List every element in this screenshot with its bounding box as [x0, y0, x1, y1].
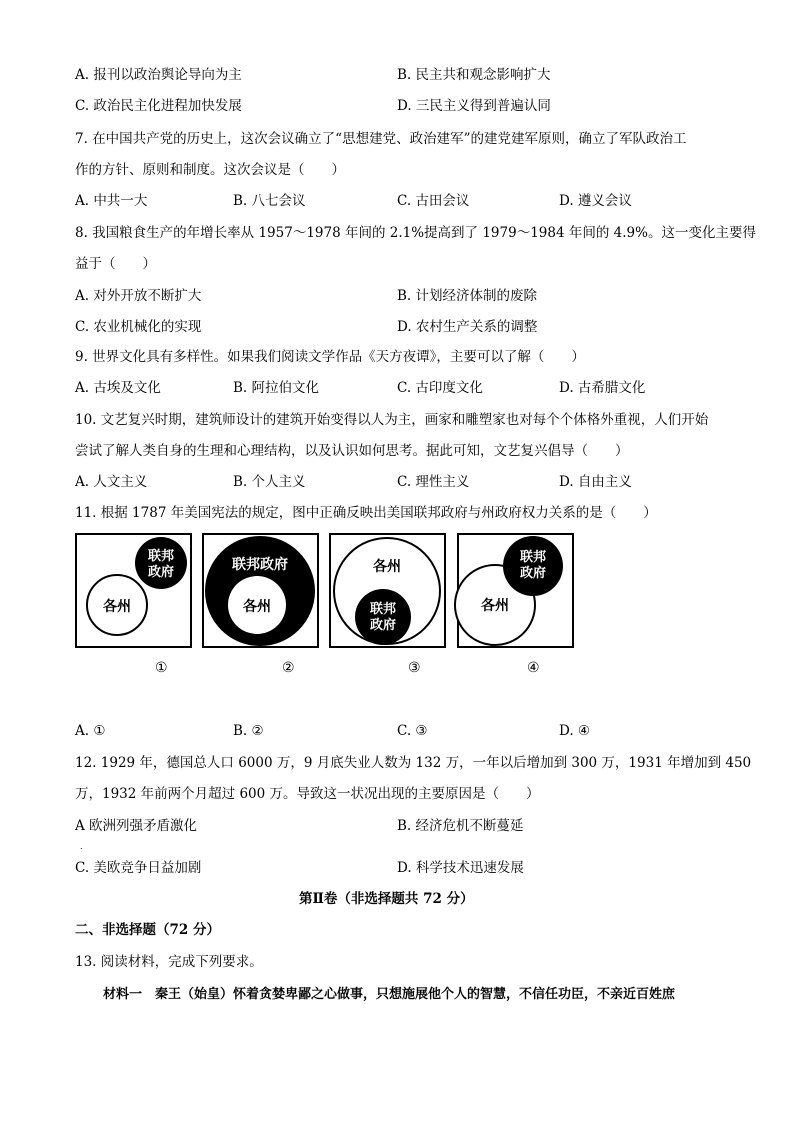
q10-option-a: A. 人文主义: [75, 474, 148, 490]
q8-option-c: C. 农业机械化的实现: [75, 319, 202, 335]
diagram-2-states-label: 各州: [243, 599, 271, 615]
diagram-1-federal-label-2: 政府: [147, 565, 175, 580]
q6-option-d: D. 三民主义得到普遍认同: [397, 98, 551, 114]
diagram-3: [330, 534, 445, 647]
q7-option-a: A. 中共一大: [75, 193, 148, 209]
diagram-1-states-label: 各州: [103, 599, 131, 615]
diagram-3-federal-label-2: 政府: [369, 618, 397, 633]
diagram-3-federal-label-1: 联邦: [369, 602, 397, 617]
section-heading: 二、非选择题（72 分）: [75, 922, 220, 938]
diagram-4-states-label: 各州: [481, 598, 509, 614]
q6-option-a: A. 报刊以政治舆论导向为主: [75, 67, 242, 83]
q12-option-d: D. 科学技术迅速发展: [397, 860, 524, 876]
q10-option-c: C. 理性主义: [397, 474, 470, 490]
q11-stem: 11. 根据 1787 年美国宪法的规定，图中正确反映出美国联邦政府与州政府权力关系的是（ ）: [75, 505, 657, 521]
q10-stem-line2: 尝试了解人类自身的生理和心理结构，以及认识如何思考。据此可知，文艺复兴倡导（ ）: [75, 443, 629, 459]
q8-option-a: A. 对外开放不断扩大: [75, 288, 202, 304]
q8-stem-line2: 益于（ ）: [75, 256, 156, 272]
q12-stem-line1: 12. 1929 年，德国总人口 6000 万，9 月底失业人数为 132 万，一年以后增加到 300 万，1931 年增加到 450: [75, 755, 752, 771]
q12-option-a: A 欧洲列强矛盾激化: [75, 818, 198, 834]
q12-option-b: B. 经济危机不断蔓延: [397, 818, 524, 834]
q8-option-b: B. 计划经济体制的废除: [397, 288, 538, 304]
q8-stem-line1: 8. 我国粮食生产的年增长率从 1957～1978 年间的 2.1%提高到了 1979～1984 年间的 4.9%。这一变化主要得: [75, 225, 756, 241]
diagram-4-federal-label-2: 政府: [519, 566, 547, 581]
q7-option-d: D. 遵义会议: [559, 193, 632, 209]
q7-stem-line1: 7. 在中国共产党的历史上，这次会议确立了“思想建党、政治建军”的建党建军原则，确立了军队政治工: [75, 131, 687, 147]
diagram-1-federal-label-1: 联邦: [147, 549, 175, 564]
q9-option-a: A. 古埃及文化: [75, 380, 161, 396]
q9-stem: 9. 世界文化具有多样性。如果我们阅读文学作品《天方夜谭》，主要可以了解（ ）: [75, 349, 585, 365]
q6-option-b: B. 民主共和观念影响扩大: [397, 67, 551, 83]
q7-option-c: C. 古田会议: [397, 193, 470, 209]
diagram-3-federal-circle: [355, 589, 411, 645]
q7-option-b: B. 八七会议: [233, 193, 306, 209]
diagram-caption-2: ②: [282, 660, 295, 676]
q9-option-c: C. 古印度文化: [397, 380, 483, 396]
stray-dot: .: [80, 842, 83, 851]
q13-stem: 13. 阅读材料，完成下列要求。: [75, 954, 263, 970]
q11-option-b: B. ②: [233, 723, 264, 739]
material-1: 材料一 秦王（始皇）怀着贪婪卑鄙之心做事，只想施展他个人的智慧，不信任功臣，不亲近百姓庶: [103, 987, 676, 1002]
q9-option-d: D. 古希腊文化: [559, 380, 646, 396]
q10-option-b: B. 个人主义: [233, 474, 306, 490]
part2-title: 第Ⅱ卷（非选择题共 72 分）: [299, 891, 474, 907]
q7-stem-line2: 作的方针、原则和制度。这次会议是（ ）: [75, 162, 345, 178]
diagram-3-states-label: 各州: [373, 559, 401, 575]
diagram-caption-3: ③: [408, 660, 421, 676]
diagram-caption-1: ①: [155, 660, 168, 676]
q9-option-b: B. 阿拉伯文化: [233, 380, 320, 396]
q11-diagrams: [75, 533, 575, 651]
diagram-caption-4: ④: [527, 660, 540, 676]
diagram-4-federal-label-1: 联邦: [519, 550, 547, 565]
diagram-2-federal-label: 联邦政府: [232, 557, 288, 573]
q11-option-a: A. ①: [75, 723, 106, 739]
q11-option-d: D. ④: [559, 723, 591, 739]
q12-option-c: C. 美欧竞争日益加剧: [75, 860, 202, 876]
q6-option-c: C. 政治民主化进程加快发展: [75, 98, 242, 114]
q10-option-d: D. 自由主义: [559, 474, 632, 490]
diagram-2: [203, 534, 318, 647]
diagram-4: [455, 534, 573, 647]
q10-stem-line1: 10. 文艺复兴时期，建筑师设计的建筑开始变得以人为主，画家和雕塑家也对每个个体格外重视，人们开始: [75, 412, 709, 428]
q11-option-c: C. ③: [397, 723, 428, 739]
diagram-1: [76, 534, 191, 647]
q12-stem-line2: 万，1932 年前两个月超过 600 万。导致这一状况出现的主要原因是（ ）: [75, 786, 540, 802]
q8-option-d: D. 农村生产关系的调整: [397, 319, 538, 335]
